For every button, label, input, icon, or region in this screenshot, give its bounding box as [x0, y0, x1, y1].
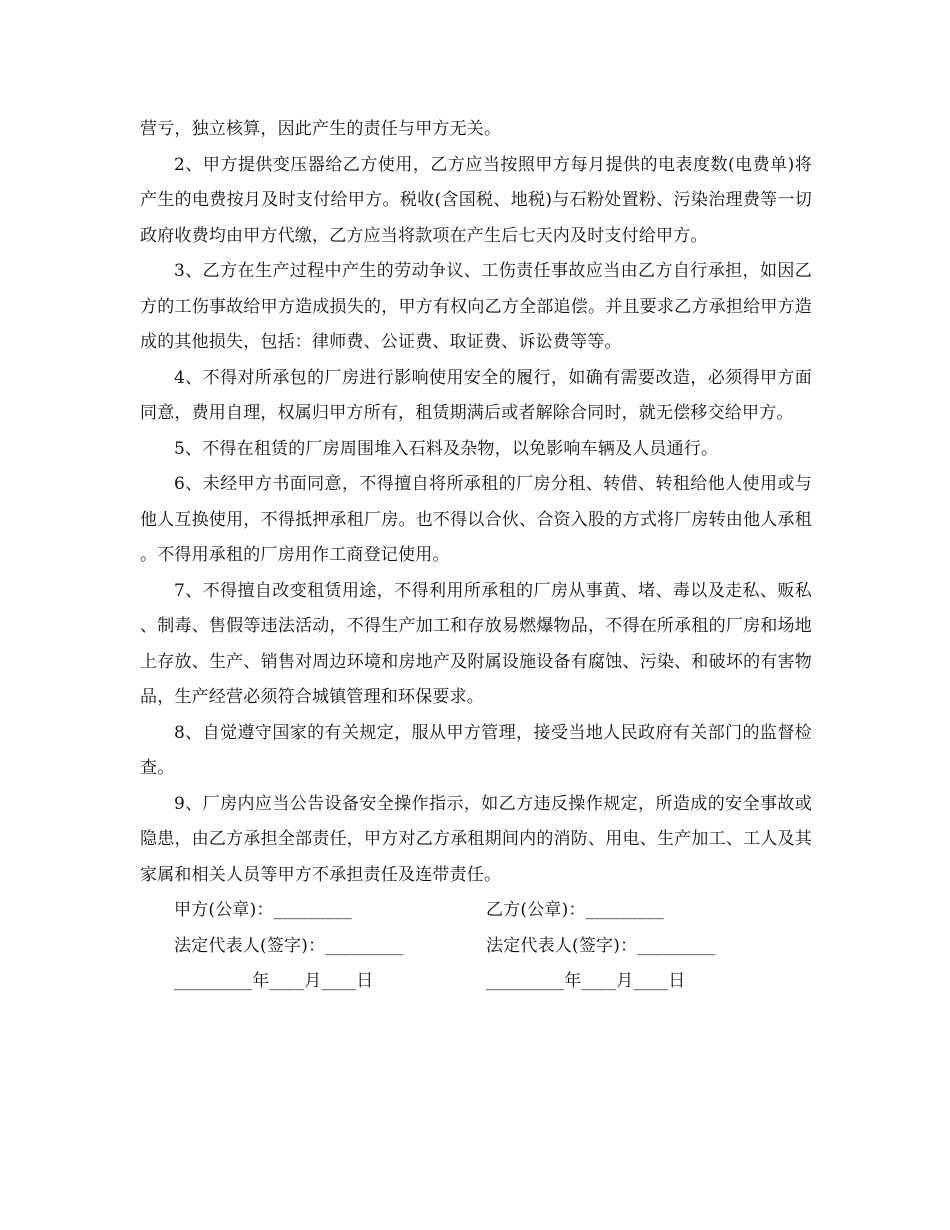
clause-5: 5、不得在租赁的厂房周围堆入石料及杂物，以免影响车辆及人员通行。: [174, 438, 719, 459]
clause-9: 9、厂房内应当公告设备安全操作指示，如乙方违反操作规定，所造成的安全事故或隐患，由乙方承担全部责任，甲方对乙方承租期间内的消防、用电、生产加工、工人及其家属和相关人员等甲方不承担责任及连带责任。: [140, 793, 812, 885]
clause-8: 8、自觉遵守国家的有关规定，服从甲方管理，接受当地人民政府有关部门的监督检查。: [140, 722, 812, 778]
clause-7: 7、不得擅自改变租赁用途，不得利用所承租的厂房从事黄、堵、毒以及走私、贩私、制毒、售假等违法活动，不得生产加工和存放易燃爆物品，不得在所承租的厂房和场地上存放、生产、销售对周边环境和房地产及附属设施设备有腐蚀、污染、和破坏的有害物品，生产经营必须符合城镇管理和环保要求。: [140, 580, 812, 707]
clause-2: 2、甲方提供变压器给乙方使用，乙方应当按照甲方每月提供的电表度数(电费单)将产生的电费按月及时支付给甲方。税收(含国税、地税)与石粉处置粉、污染治理费等一切政府收费均由甲方代缴，乙方应当将款项在产生后七天内及时支付给甲方。: [140, 154, 812, 246]
party-b-seal: 乙方(公章)：_________: [486, 900, 664, 920]
date-row: [140, 964, 812, 1000]
clause-4: 4、不得对所承包的厂房进行影响使用安全的履行，如确有需要改造，必须得甲方面同意，费用自理，权属归甲方所有，租赁期满后或者解除合同时，就无偿移交给甲方。: [140, 367, 812, 423]
party-a-date: _________年____月____日: [174, 971, 374, 991]
party-b-representative: 法定代表人(签字)：_________: [486, 935, 716, 956]
signature-block: [140, 893, 812, 1000]
paragraph-0: 营亏，独立核算，因此产生的责任与甲方无关。: [140, 119, 502, 139]
seal-row: [140, 893, 812, 929]
representative-row: [140, 929, 812, 965]
party-b-date: _________年____月____日: [486, 971, 686, 991]
clause-3: 3、乙方在生产过程中产生的劳动争议、工伤责任事故应当由乙方自行承担，如因乙方的工伤事故给甲方造成损失的，甲方有权向乙方全部追偿。并且要求乙方承担给甲方造成的其他损失，包括：律师费、公证费、取证费、诉讼费等等。: [140, 261, 812, 352]
clause-6: 6、未经甲方书面同意，不得擅自将所承租的厂房分租、转借、转租给他人使用或与他人互换使用，不得抵押承租厂房。也不得以合伙、合资入股的方式将厂房转由他人承租。不得用承租的厂房用作工商登记使用。: [140, 474, 812, 565]
contract-body: [140, 112, 812, 1000]
party-a-seal: 甲方(公章)：_________: [174, 900, 352, 920]
party-a-representative: 法定代表人(签字)：_________: [174, 935, 404, 956]
